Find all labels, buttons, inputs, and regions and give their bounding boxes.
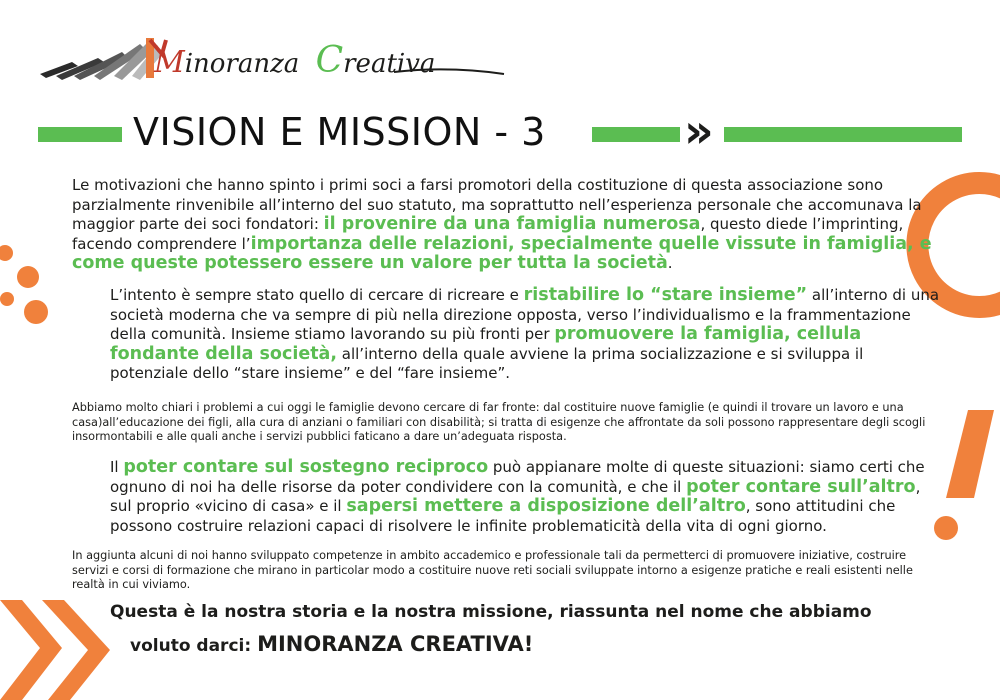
paragraph-text: L’intento è sempre stato quello di cercare di ricreare e	[110, 286, 524, 304]
next-arrow-icon[interactable]: »	[684, 104, 714, 158]
highlight-text: promuovere la famiglia, cellula fondante della società,	[110, 324, 862, 364]
paragraph-text: , questo diede l’imprinting, facendo comprendere l’	[72, 215, 904, 253]
paragraph-text: , sono attitudini che possono costruire relazioni capaci di risolvere le infinite problematicità della vita di ogni giorno.	[110, 497, 896, 535]
highlight-text: il provenire da una famiglia numerosa	[323, 214, 701, 234]
page-title: VISION E MISSION - 3	[133, 110, 546, 154]
paragraph-text: all’interno di una società moderna che va sempre di più nella direzione opposta, verso l’individualismo e la frammentazione della comunità. Insieme stiamo lavorando su più fronti per	[110, 286, 940, 343]
paragraph-text: Il	[110, 458, 124, 476]
decoration-orange-dot	[24, 300, 48, 324]
decoration-left-shapes	[0, 0, 120, 700]
highlight-text: poter contare sull’altro	[686, 476, 916, 497]
paragraph-intent	[110, 286, 940, 384]
highlight-text: poter contare sul sostegno reciproco	[123, 457, 489, 477]
logo-text-minoranza: inoranza	[184, 49, 300, 79]
closing-emphasis: MINORANZA CREATIVA!	[257, 632, 534, 656]
decoration-orange-dot	[17, 266, 39, 288]
highlight-text: importanza delle relazioni, specialmente quelle vissute in famiglia, e come queste potessero essere un valore per tutta la società	[72, 233, 932, 273]
logo-wordmark	[154, 40, 435, 81]
paragraph-text: può appianare molte di queste situazioni: siamo certi che ognuno di noi ha delle risorse da poter condividere con la comunità, e che il	[110, 458, 925, 496]
closing-line-2	[130, 630, 533, 660]
paragraph-text: Le motivazioni che hanno spinto i primi soci a farsi promotori della costituzione di questa associazione sono parzialmente rinvenibile all’interno del suo statuto, ma soprattutto nell’esperienza personale che accomunava la maggior parte dei soci fondatori:	[72, 176, 922, 233]
logo-text-creativa: reativa	[343, 49, 436, 79]
decoration-orange-dot	[0, 245, 13, 261]
paragraph-motivations	[72, 176, 942, 274]
logo-letter-c: C	[315, 40, 344, 81]
paragraph-text: .	[667, 254, 673, 272]
paragraph-support	[110, 458, 940, 536]
paragraph-competences: In aggiunta alcuni di noi hanno sviluppato competenze in ambito accademico e professionale tali da permetterci di promuovere iniziative, costruire servizi e corsi di formazione che mirano in particolar modo a costituire nuove reti sociali sviluppate intorno a esigenze pratiche e reali esistenti nelle realtà in cui viviamo.	[72, 549, 913, 591]
highlight-text: sapersi mettere a disposizione dell’altro	[346, 496, 746, 516]
decoration-orange-dot	[0, 292, 14, 306]
closing-prefix: voluto darci:	[130, 636, 258, 656]
paragraph-problems: Abbiamo molto chiari i problemi a cui oggi le famiglie devono cercare di far fronte: dal costituire nuove famiglie (e quindi il trovare un lavoro e una casa)all’educazione dei figli, alla cura di anziani o familiari con disabilità; si tratta di esigenze che affrontate da soli possono rappresentare degli scogli insormontabili e alle quali anche i servizi pubblici faticano a dare un’adeguata risposta.	[72, 401, 926, 443]
highlight-text: ristabilire lo “stare insieme”	[523, 285, 808, 305]
paragraph-text: , sul proprio «vicino di casa» e il	[110, 477, 921, 515]
decoration-exclamation-bar	[946, 410, 994, 498]
logo-letter-m: M	[154, 45, 185, 80]
closing-line-1: Questa è la nostra storia e la nostra missione, riassunta nel nome che abbiamo	[110, 602, 872, 622]
decoration-orange-chevron	[0, 600, 62, 700]
paragraph-text: all’interno della quale avviene la prima socializzazione e si sviluppa il potenziale dello “stare insieme” e del “fare insieme”.	[110, 344, 864, 382]
